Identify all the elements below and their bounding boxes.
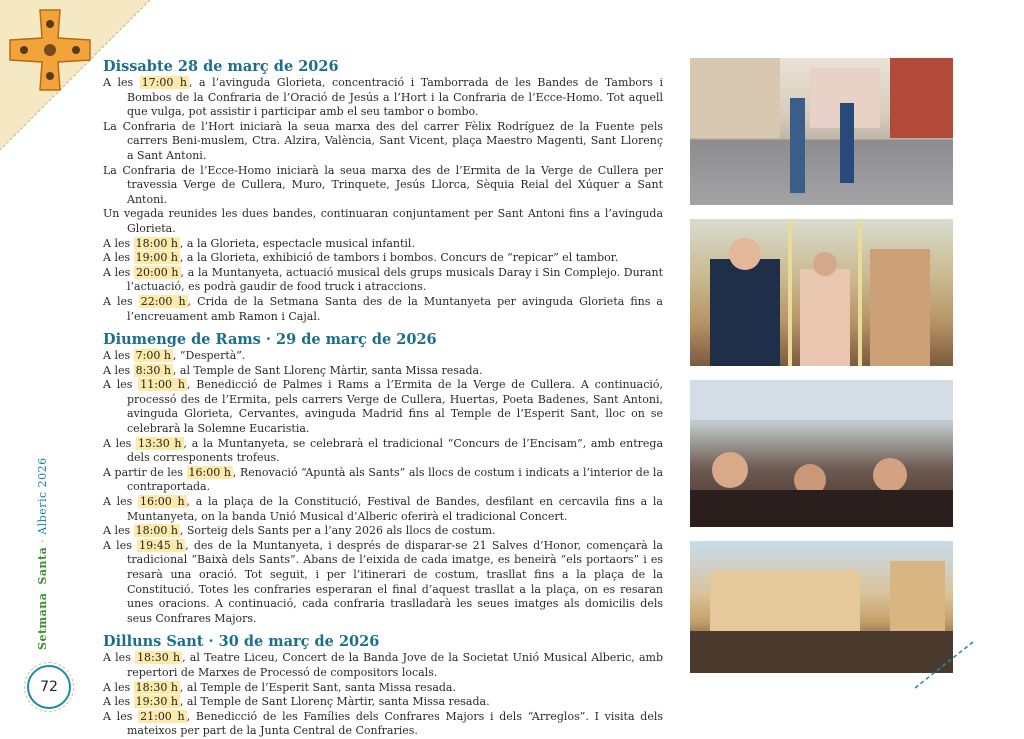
entry-prefix: A les <box>103 695 134 709</box>
entry-prefix: A les <box>103 363 134 377</box>
entry-prefix: A les <box>103 378 139 392</box>
entry-time: 18:00 h <box>135 524 178 538</box>
entry-prefix: A les <box>103 538 138 552</box>
entry-time: 11:00 h <box>140 378 185 392</box>
program-entry <box>103 207 663 236</box>
street-drummers-photo <box>690 58 953 205</box>
entry-time: 22:00 h <box>140 294 186 308</box>
entry-time: 19:30 h <box>135 695 178 709</box>
entry-text: La Confraria de l’Hort iniciarà la seua marxa des del carrer Fèlix Rodríguez de la Fuente pels carrers Beni-muslem, Ctra. Alzira, València, Sant Vicent, plaça Maestro Magenti, Sant Llorenç a Sant Antoni. <box>103 119 663 162</box>
entry-prefix: A les <box>103 524 134 538</box>
program-entry <box>103 710 663 739</box>
section-gap <box>103 626 663 633</box>
sidebar-part3: Alberic 2026 <box>36 457 49 535</box>
entry-text: , Crida de la Setmana Santa des de la Muntanyeta per avinguda Glorieta fins a l’encreuament amb Ramon i Cajal. <box>127 294 663 323</box>
section-title: Diumenge de Rams · 29 de març de 2026 <box>103 331 437 349</box>
program-entry <box>103 437 663 466</box>
section-title: Dilluns Sant · 30 de març de 2026 <box>103 633 380 651</box>
entry-text: , Benedicció de les Famílies dels Confrares Majors i dels “Arreglos”. I visita dels mateixos per part de la Junta Central de Confraries. <box>127 709 663 738</box>
entry-time: 17:00 h <box>141 76 188 89</box>
program-content <box>103 58 663 739</box>
entry-text: , a la Muntanyeta, actuació musical dels grups musicals Daray i Sin Complejo. Durant l’actuació, es podrà gaudir de food truck i atraccions. <box>127 265 663 294</box>
entry-prefix: A les <box>103 251 134 265</box>
entry-text: , Sorteig dels Sants per a l’any 2026 als llocs de costum. <box>179 524 496 538</box>
entry-text: La Confraria de l’Ecce-Homo iniciarà la seua marxa des de l’Ermita de la Verge de Cullera per travessia Verge de Cullera, Muro, Trinquete, Jesús Llorca, Sèquia Reial del Xúquer a Sant Antoni. <box>103 163 663 206</box>
entry-text: , a l’avinguda Glorieta, concentració i Tamborrada de les Bandes de Tambors i Bombos de la Confraria de l’Oració de Jesús a l’Hort i la Confraria de l’Ecce-Homo. Tot aquell que vulga, pot assistir i participar amb el seu tambor o bombo. <box>127 76 664 119</box>
program-entry <box>103 524 663 539</box>
program-entry <box>103 251 663 266</box>
entry-text: , a la Muntanyeta, se celebrarà el tradicional “Concurs de l’Encisam”, amb entrega dels corresponents trofeus. <box>127 436 663 465</box>
entry-text: , a la Glorieta, espectacle musical infantil. <box>179 236 415 250</box>
entry-time: 8:30 h <box>135 363 171 377</box>
program-entry <box>103 349 663 364</box>
entry-prefix: A les <box>103 495 139 509</box>
sidebar-part1: Setmana <box>36 592 49 650</box>
entry-prefix: A les <box>103 680 134 694</box>
section-title: Dissabte 28 de març de 2026 <box>103 58 339 75</box>
entry-time: 20:00 h <box>136 265 179 279</box>
entry-time: 18:30 h <box>137 651 181 665</box>
entry-text: , al Temple de Sant Llorenç Màrtir, santa Missa resada. <box>172 363 483 377</box>
program-entry <box>103 466 663 495</box>
sidebar-sep: · <box>36 538 49 543</box>
entry-time: 19:45 h <box>139 538 184 552</box>
entry-time: 13:30 h <box>138 436 182 450</box>
entry-time: 18:00 h <box>135 236 178 250</box>
entry-prefix: A les <box>103 709 139 723</box>
program-entry <box>103 237 663 252</box>
palm-procession-photo <box>690 219 953 366</box>
entry-time: 16:00 h <box>188 465 231 479</box>
entry-text: , a la Glorieta, exhibició de tambors i bombos. Concurs de “repicar” el tambor. <box>179 251 619 265</box>
entry-prefix: A les <box>103 651 136 665</box>
entry-prefix: A partir de les <box>103 465 187 479</box>
program-entry <box>103 295 663 324</box>
entry-text: , Benedicció de Palmes i Rams a l’Ermita de la Verge de Cullera. A continuació, processó des de l’Ermita, pels carrers Verge de Cullera, Huertas, Poeta Badenes, Sant Antoni, avinguda Glorieta, Cervantes, avinguda Madrid fins al Temple de l’Esperit Sant, lloc on se celebrarà la Solemne Eucaristia. <box>127 378 663 436</box>
entry-time: 7:00 h <box>135 349 171 363</box>
entry-time: 21:00 h <box>140 709 185 723</box>
entry-prefix: A les <box>103 236 134 250</box>
program-entry <box>103 120 663 164</box>
section-gap <box>103 324 663 331</box>
entry-prefix: A les <box>103 76 140 89</box>
plaza-festival-photo <box>690 541 953 673</box>
entry-prefix: A les <box>103 294 139 308</box>
entry-text: , a la plaça de la Constitució, Festival de Bandes, desfilant en cercavila fins a la Muntanyeta, on la banda Unió Musical d’Alberic oferirà el tradicional Concert. <box>127 495 663 523</box>
sidebar-part2: Santa <box>36 546 49 585</box>
entry-prefix: A les <box>103 265 135 279</box>
program-entry <box>103 681 663 696</box>
program-entry <box>103 364 663 379</box>
entry-text: , al Temple de l’Esperit Sant, santa Missa resada. <box>179 680 456 694</box>
entry-time: 16:00 h <box>140 495 185 509</box>
program-entry <box>103 378 663 436</box>
decorative-dashed-line <box>915 640 975 690</box>
crowd-photo <box>690 380 953 527</box>
entry-text: , Renovació “Apuntà als Sants” als llocs de costum i indicats a l’interior de la contraportada. <box>127 465 663 494</box>
entry-text: , al Teatre Liceu, Concert de la Banda Jove de la Societat Unió Musical Alberic, amb repertori de Marxes de Processó de compositors locals. <box>127 651 663 679</box>
sidebar-title <box>36 457 49 650</box>
program-entry <box>103 76 663 120</box>
entry-time: 19:00 h <box>135 251 178 265</box>
program-entry <box>103 164 663 208</box>
entry-text: , “Despertà”. <box>172 349 246 363</box>
program-entry <box>103 266 663 295</box>
entry-time: 18:30 h <box>135 680 178 694</box>
entry-text: , al Temple de Sant Llorenç Màrtir, santa Missa resada. <box>179 695 490 709</box>
program-entry <box>103 495 663 524</box>
program-entry <box>103 695 663 710</box>
program-entry <box>103 651 663 680</box>
program-entry <box>103 539 663 627</box>
entry-prefix: A les <box>103 436 137 450</box>
entry-text: Un vegada reunides les dues bandes, continuaran conjuntament per Sant Antoni fins a l’avinguda Glorieta. <box>103 207 663 235</box>
entry-prefix: A les <box>103 349 134 363</box>
entry-text: , des de la Muntanyeta, i després de disparar-se 21 Salves d’Honor, començarà la tradicional “Baixà dels Sants”. Abans de l’eixida de cada imatge, es beneirà “els portaors” i es resarà una oració. Tot seguit, i per l’itinerari de costum, trasllat fins a la plaça de la Constitució. Totes les confraries esperaran el final d’aquest trasllat a la plaça, on es resaran unes oracions. A continuació, cada confraria traslladarà les seues imatges als domicilis dels seus Confrares Majors. <box>127 538 663 625</box>
page-number: 72 <box>27 665 71 709</box>
